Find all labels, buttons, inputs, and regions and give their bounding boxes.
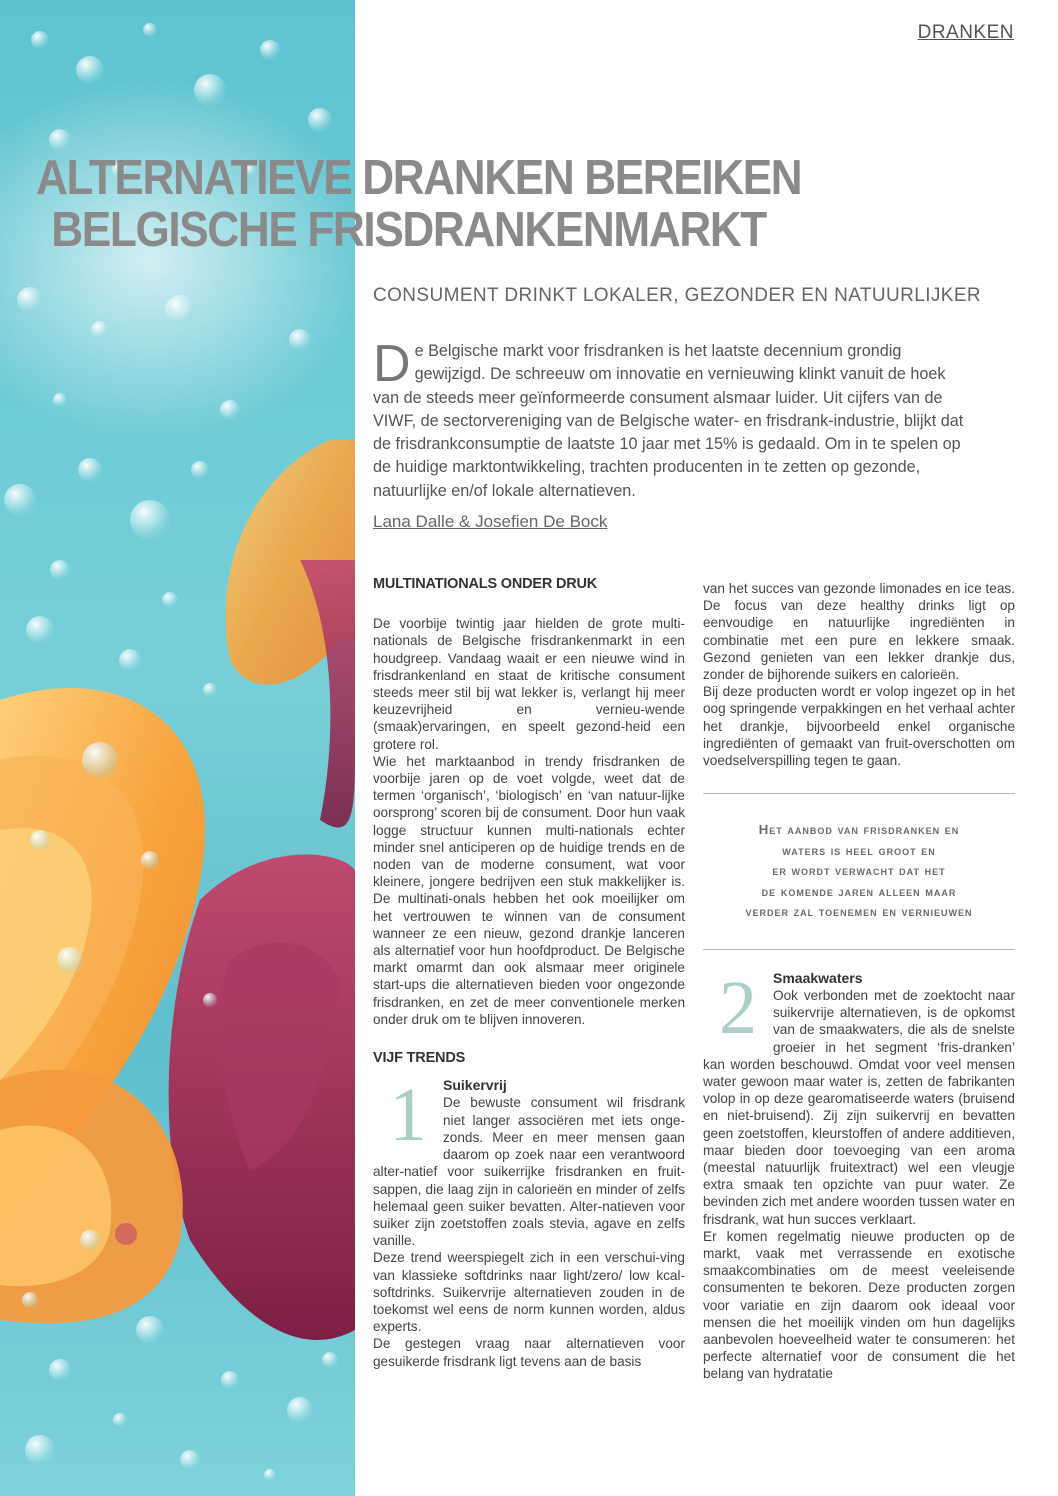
- trend-title: Smaakwaters: [773, 969, 863, 986]
- trend-2: [703, 965, 1015, 1383]
- column-right: [703, 580, 1015, 1383]
- heading-multinationals: MULTINATIONALS ONDER DRUK: [373, 576, 598, 592]
- article-authors[interactable]: Lana Dalle & Josefien De Bock: [373, 512, 608, 531]
- paragraph: Er komen regelmatig nieuwe producten op de markt, vaak met verrassende en exotische smaakcombinaties om de meest veeleisende consumenten te bekoren. Deze producten zorgen voor variatie en zijn daarom ook ideaal voor mensen die het moeilijk vinden om hun dagelijks aanbevolen hoeveelheid water te consumeren: het perfecte alternatief voor de consument die het belang van hydratatie: [703, 1228, 1015, 1382]
- intro-text: e Belgische markt voor frisdranken is het laatste decennium grondig gewijzigd. De schreeuw om innovatie en vernieuwing klinkt vanuit de hoek van de steeds meer geïnformeerde consument alsmaar luider. Uit cijfers van de VIWF, de sectorvereniging van de Belgische water- en frisdrank-industrie, blijkt dat de frisdrankconsumptie de laatste 10 jaar met 15% is gedaald. Om in te spelen op de huidige marktontwikkeling, trachten producenten in te zetten op gezonde, natuurlijke en/of lokale alternatieven.: [373, 342, 964, 500]
- trend-1: [373, 1073, 685, 1369]
- column-left: [373, 576, 685, 1370]
- quote-line: de komende jaren alleen maar: [761, 883, 957, 899]
- quote-line: er wordt verwacht dat het: [772, 863, 946, 879]
- quote-line: Het aanbod van frisdranken en: [758, 822, 960, 838]
- article-title: [36, 152, 801, 256]
- article-intro: [373, 335, 973, 503]
- paragraph: De bewuste consument wil frisdrank niet langer associëren met iets onge-zonds. Meer en meer mensen gaan daarom op zoek naar een verantwoord alter-natief voor suikerrijke frisdranken en fruit-sappen, die laag zijn in calorieën en minder of zelfs helemaal geen suiker bevatten. Alter-natieven voor suiker zijn zoetstoffen zoals stevia, agave en zelfs vanille.: [373, 1095, 685, 1249]
- heading-trends: VIJF TRENDS: [373, 1050, 466, 1067]
- paragraph: van het succes van gezonde limonades en ice teas. De focus van deze healthy drinks ligt op eenvoudige en natuurlijke ingrediënten in combinatie met een pure en lekkere smaak. Gezond genieten van een lekker drankje dus, zonder de bijhorende suikers en calorieën.: [703, 581, 1015, 683]
- paragraph: De voorbije twintig jaar hielden de grote multi-nationals de Belgische frisdrankenmarkt in een houdgreep. Vandaag waait er een nieuwe wind in frisdrankenland en staat de kritische consument steeds meer stil bij wat lekker is, verlangt hij meer keuzevrijheid en vernieu-wende (smaak)ervaringen, en speelt gezond-heid een grotere rol.: [373, 616, 685, 752]
- paragraph: De gestegen vraag naar alternatieven voor gesuikerde frisdrank ligt tevens aan de basis: [373, 1336, 685, 1369]
- section-label[interactable]: DRANKEN: [917, 22, 1014, 43]
- pull-quote: [703, 793, 1015, 950]
- paragraph: Wie het marktaanbod in trendy frisdranken de voorbije jaren op de voet volgde, weet dat de termen ‘organisch’, ‘biologisch’ en ‘van natuur-lijke oorsprong’ scoren bij de consument. Door hun vaak logge structuur kunnen multi-nationals echter minder snel anticiperen op de huidige trends en de noden van de moderne consument, wat voor kleinere, jongere bedrijven een stuk makkelijker is. De multinati-onals hebben het ook moeilijker om het vertrouwen te winnen van de consument wanneer ze een nieuw, gezond drankje lanceren als alternatief voor hun hoofdproduct. De Belgische markt omarmt dan ook alsmaar meer originele start-ups die alternatieven bieden voor ongezonde frisdranken, en zet de meer conventionele merken onder druk om te blijven innoveren.: [373, 753, 685, 1027]
- paragraph: Bij deze producten wordt er volop ingezet op in het oog springende verpakkingen en het verhaal achter het drankje, bijvoorbeeld enkel organische ingrediënten of gemaakt van fruit-overschotten om voedselverspilling tegen te gaan.: [703, 684, 1015, 769]
- title-line-2: BELGISCHE FRISDRANKENMARKT: [51, 203, 766, 257]
- title-line-1: ALTERNATIEVE DRANKEN BEREIKEN: [36, 151, 802, 205]
- paragraph: Deze trend weerspiegelt zich in een verschui-ving van klassieke softdrinks naar light/zero/ low kcal-softdrinks. Suikervrije alternatieven zouden in de toekomst wel eens de norm kunnen worden, aldus experts.: [373, 1250, 685, 1335]
- trend-title: Suikervrij: [443, 1077, 507, 1094]
- paragraph: Ook verbonden met de zoektocht naar suikervrije alternatieven, is de opkomst van de smaakwaters, die als de snelste groeier in het segment ‘fris-dranken’ kan worden beschouwd. Omdat voor veel mensen water gewoon maar water is, zetten de fabrikanten volop in op deze gearomatiseerde waters (bruisend en niet-bruisend). Zij zijn suikervrij en bevatten geen zoetstoffen, kleurstoffen of andere additieven, maar bieden door toevoeging van een aroma (meestal natuurlijk fruitextract) wel een vleugje extra smaak ten opzichte van puur water. Ze bevinden zich met andere woorden tussen water en frisdrank, wat hun succes verklaart.: [703, 987, 1015, 1227]
- article-subtitle: CONSUMENT DRINKT LOKALER, GEZONDER EN NATUURLIJKER: [373, 285, 982, 306]
- intro-dropcap: D: [373, 335, 411, 393]
- trend-number: 1: [389, 1073, 427, 1158]
- trend-number: 2: [719, 965, 757, 1050]
- quote-line: verder zal toenemen en vernieuwen: [745, 904, 973, 920]
- quote-line: waters is heel groot en: [782, 842, 936, 858]
